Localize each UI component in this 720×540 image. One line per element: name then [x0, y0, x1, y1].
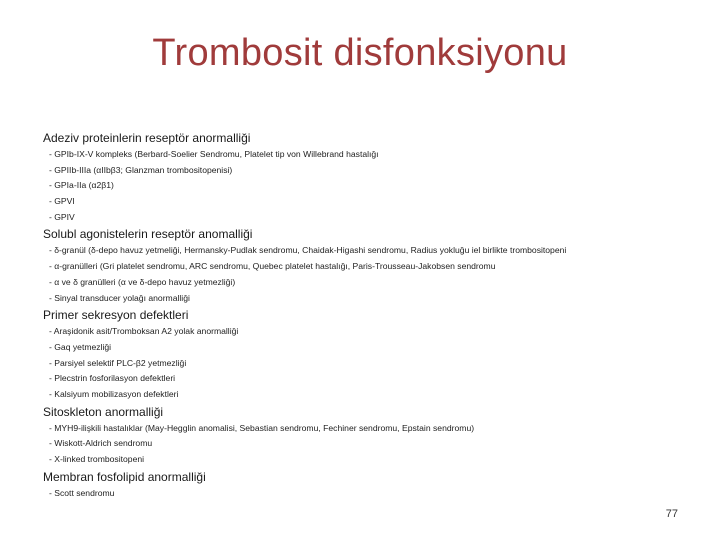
list-item: - α ve δ granülleri (α ve δ-depo havuz yetmezliği) [49, 275, 683, 291]
section-cytoskeleton [43, 403, 683, 468]
list-item: - Gaq yetmezliği [49, 340, 683, 356]
list-item: - Sinyal transducer yolağı anormalliği [49, 291, 683, 307]
section-membrane-phospholipid [43, 468, 683, 502]
list-item: - GPIb-IX-V kompleks (Berbard-Soelier Sendromu, Platelet tip von Willebrand hastalığı [49, 147, 683, 163]
section-heading: Membran fosfolipid anormalliği [43, 469, 206, 484]
section-heading: Solubl agonistelerin reseptör anomalliği [43, 227, 253, 242]
list-item: - Plecstrin fosforilasyon defektleri [49, 371, 683, 387]
list-item: - Scott sendromu [49, 486, 683, 502]
list-item: - MYH9-ilişkili hastalıklar (May-Hegglin anomalisi, Sebastian sendromu, Fechiner sendromu, Epstain sendromu) [49, 421, 683, 437]
list-item: - GPVI [49, 194, 683, 210]
list-item: - α-granülleri (Gri platelet sendromu, ARC sendromu, Quebec platelet hastalığı, Paris-Trousseau-Jakobsen sendromu [49, 259, 683, 275]
item-list [49, 486, 683, 502]
list-item: - Parsiyel selektif PLC-β2 yetmezliği [49, 356, 683, 372]
item-list [49, 243, 683, 306]
section-heading: Adeziv proteinlerin reseptör anormalliği [43, 131, 251, 145]
section-heading: Primer sekresyon defektleri [43, 308, 189, 323]
list-item: - GPIV [49, 210, 683, 226]
slide-title: Trombosit disfonksiyonu [152, 32, 568, 74]
section-heading: Sitoskleton anormalliği [43, 404, 164, 419]
item-list [49, 421, 683, 468]
section-soluble-agonist-receptors [43, 225, 683, 306]
list-item: - Araşidonik asit/Tromboksan A2 yolak anormalliği [49, 324, 683, 340]
list-item: - GPIIb-IIIa (αIIbβ3; Glanzman trombositopenisi) [49, 163, 683, 179]
section-adhesive-receptors [43, 129, 683, 225]
item-list [49, 147, 683, 225]
item-list [49, 324, 683, 402]
list-item: - Kalsiyum mobilizasyon defektleri [49, 387, 683, 403]
page-number: 77 [665, 508, 678, 520]
list-item: - X-linked trombositopeni [49, 452, 683, 468]
slide-content [43, 129, 683, 501]
list-item: - δ-granül (δ-depo havuz yetmeliği, Hermansky-Pudlak sendromu, Chaidak-Higashi sendromu, Radius yokluğu iel birlikte trombositopeni [49, 243, 683, 259]
list-item: - GPIa-IIa (α2β1) [49, 178, 683, 194]
section-primary-secretion-defects [43, 306, 683, 402]
list-item: - Wiskott-Aldrich sendromu [49, 436, 683, 452]
